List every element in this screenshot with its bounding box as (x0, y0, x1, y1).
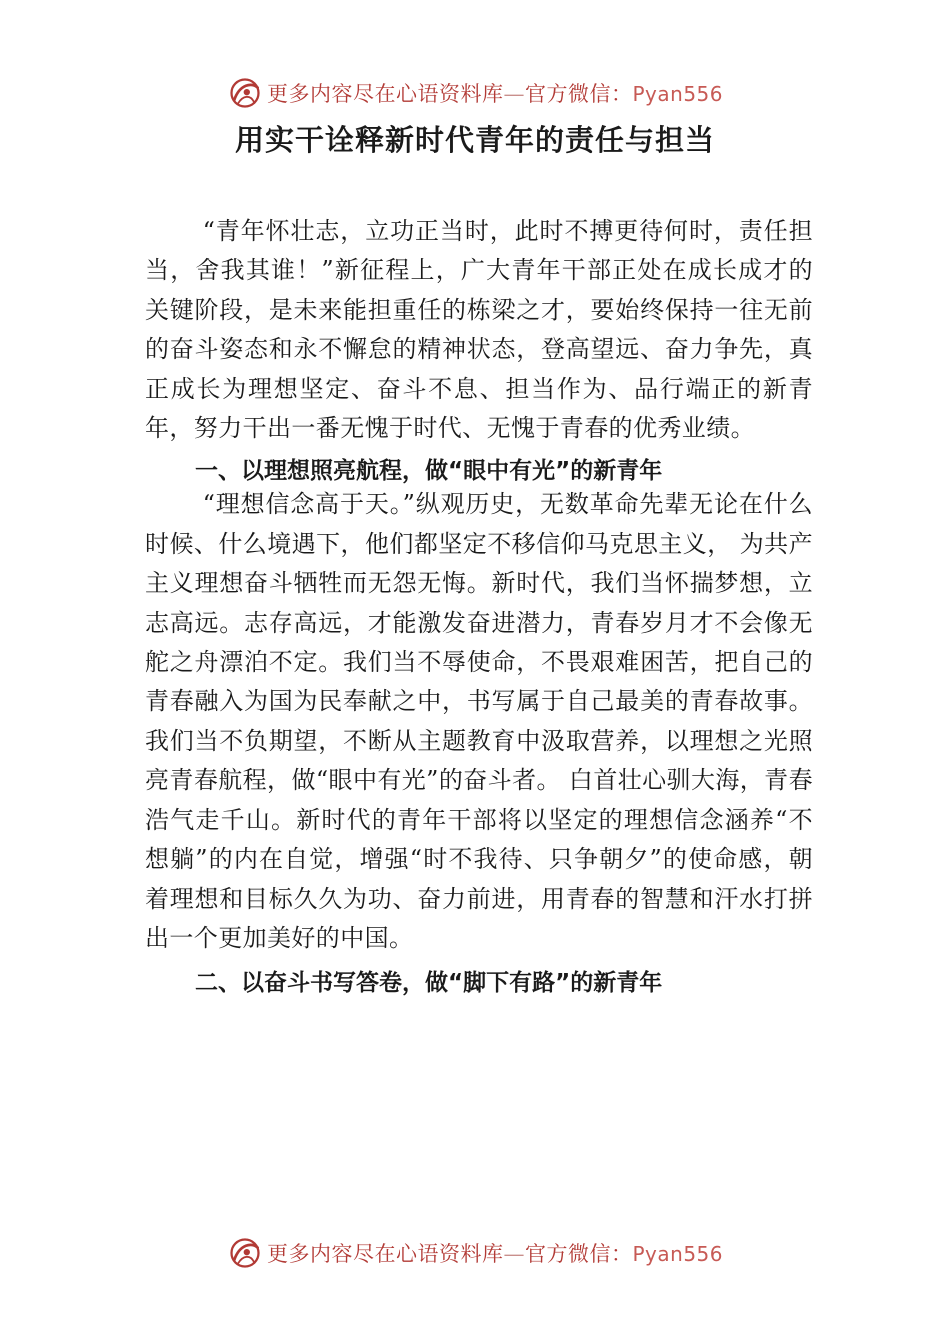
banner-wechat-label: 官方微信： (524, 82, 633, 106)
banner-wechat-label: 官方微信： (524, 1242, 633, 1266)
section-2-heading: 二、以奋斗书写答卷，做“脚下有路”的新青年 (195, 970, 663, 997)
document-body (145, 212, 813, 1003)
document-title: 用实干诠释新时代青年的责任与担当 (234, 123, 715, 157)
banner-separator: — (503, 82, 525, 106)
footer-watermark-banner (0, 1233, 950, 1273)
section-1-paragraph: “理想信念高于天。”纵观历史，无数革命先辈无论在什么时候、什么境遇下，他们都坚定不移信仰马克思主义， 为共产主义理想奋斗牺牲而无怨无悔。新时代，我们当怀揣梦想，立志高远。志存高远，才能激发奋进潜力，青春岁月才不会像无舵之舟漂泊不定。我们当不辱使命，不畏艰难困苦，把自己的青春融入为国为民奉献之中，书写属于自己最美的青春故事。我们当不负期望，不断从主题教育中汲取营养，以理想之光照亮青春航程，做“眼中有光”的奋斗者。 白首壮心驯大海，青春浩气走千山。新时代的青年干部将以坚定的理想信念涵养“不想躺”的内在自觉，增强“时不我待、只争朝夕”的使命感，朝着理想和目标久久为功、奋力前进，用青春的智慧和汗水打拼出一个更加美好的中国。 (145, 490, 813, 952)
banner-separator: — (503, 1242, 525, 1266)
banner-wechat-id: Pyan556 (632, 1242, 723, 1266)
brand-logo-icon (227, 75, 263, 111)
banner-wechat-id: Pyan556 (632, 82, 723, 106)
banner-main-text: 更多内容尽在心语资料库 (266, 82, 504, 106)
intro-paragraph: “青年怀壮志，立功正当时，此时不搏更待何时，责任担当，舍我其谁！”新征程上，广大青年干部正处在成长成才的关键阶段，是未来能担重任的栋梁之才，要始终保持一往无前的奋斗姿态和永不懈怠的精神状态，登高望远、奋力争先，真正成长为理想坚定、奋斗不息、担当作为、品行端正的新青年，努力干出一番无愧于时代、无愧于青春的优秀业绩。 (145, 217, 813, 443)
banner-main-text: 更多内容尽在心语资料库 (266, 1242, 504, 1266)
brand-logo-icon (227, 1235, 263, 1271)
header-watermark-banner (0, 73, 950, 113)
section-1-heading: 一、以理想照亮航程，做“眼中有光”的新青年 (195, 458, 663, 485)
